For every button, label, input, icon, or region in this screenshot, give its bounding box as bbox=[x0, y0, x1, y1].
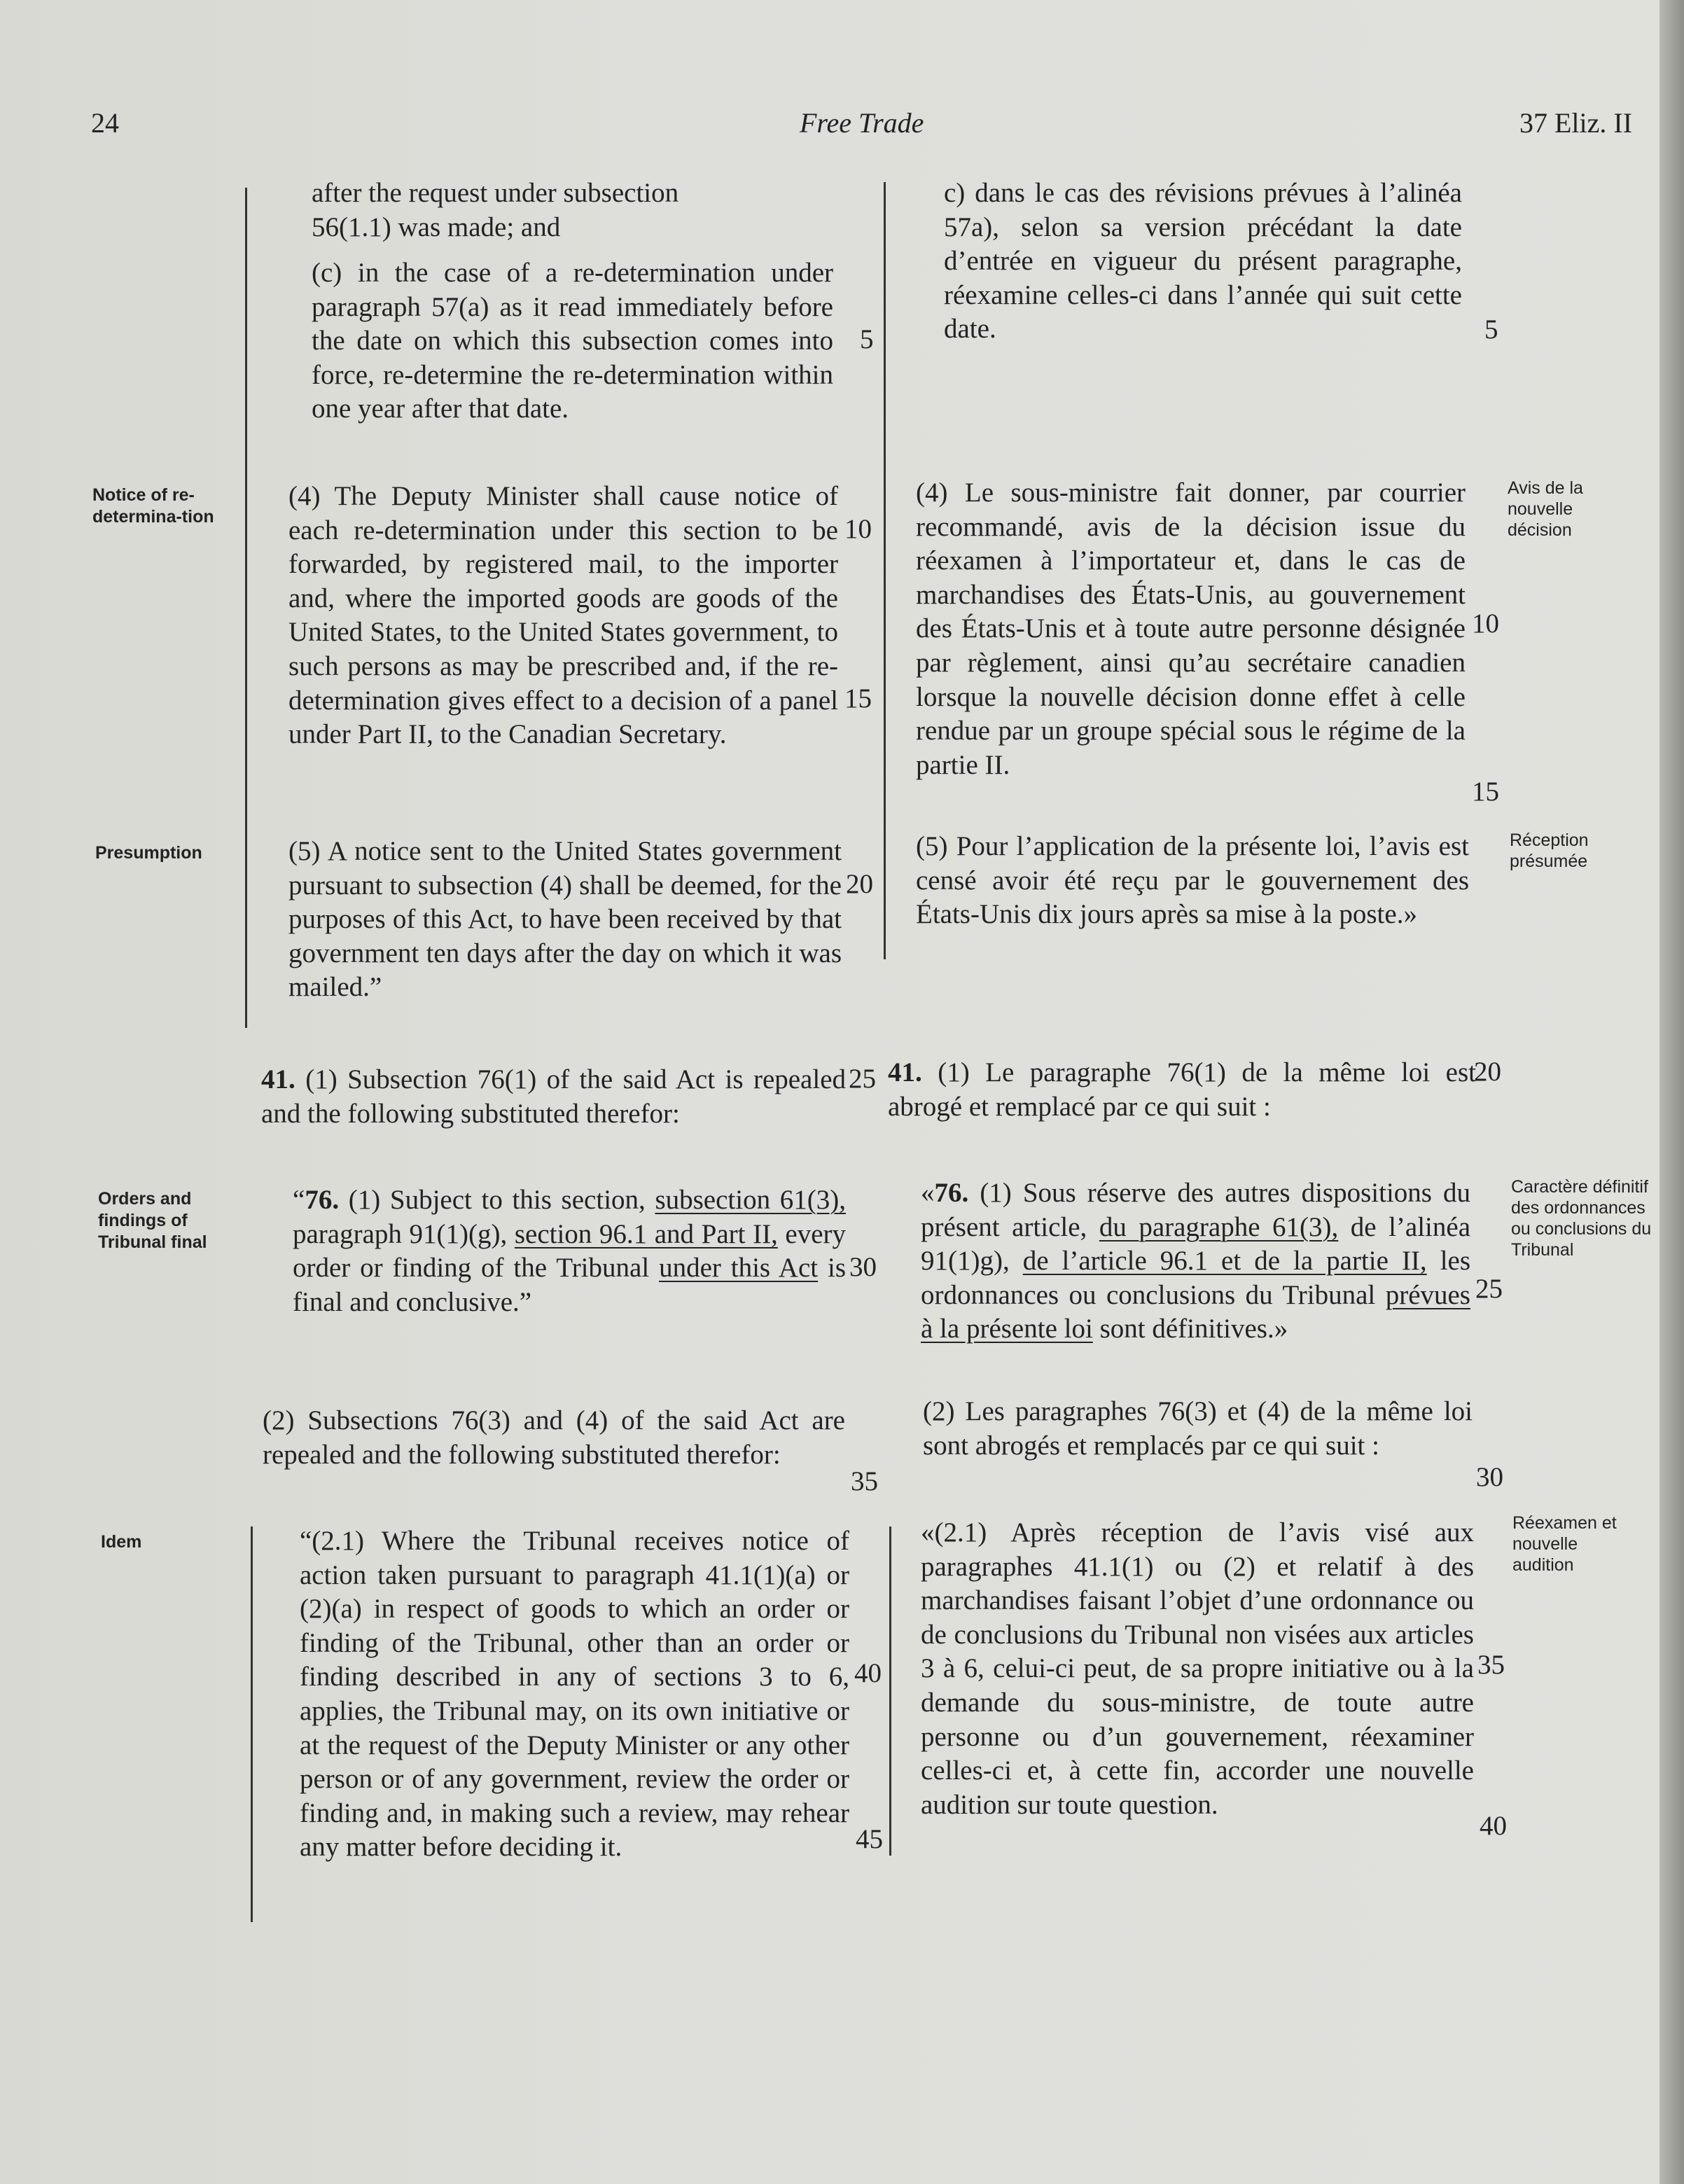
en-para-4: (4) The Deputy Minister shall cause notice of each re-determination under this section to be forwarded, by registered mail, to the importer and, where the imported goods are goods of the United States, to the United States government, to such persons as may be prescribed and, if the re-determination gives effect to a decision of a panel under Part II, to the Canadian Secretary. bbox=[288, 481, 838, 750]
change-bar-left-1 bbox=[245, 188, 247, 1028]
fr-text-d: sont définitives.» bbox=[1099, 1314, 1288, 1344]
en-line-number-5: 5 bbox=[860, 324, 874, 354]
regnal-year: 37 Eliz. II bbox=[1519, 107, 1633, 139]
fr-para-4: (4) Le sous-ministre fait donner, par courrier recommandé, avis de la décision issue du réexamen à l’importateur et, dans le cas de marchandises des États-Unis, au gouvernement des États-Unis et à toute autre personne désignée par règlement, ainsi qu’au secrétaire canadien lorsque la nouvelle décision donne effet à celle rendue par un groupe spécial sous le régime de la partie II. bbox=[916, 478, 1466, 780]
fr-para-2-1: «(2.1) Après réception de l’avis visé aux paragraphes 41.1(1) ou (2) et relatif à des marchandises faisant l’objet d’une ordonnance ou de conclusions du Tribunal non visées aux articles 3 à 6, celui-ci peut, de sa propre initiative ou à la demande du sous-ministre, de toute autre personne ou d’un gouvernement, réexaminer celles-ci et, à cette fin, accorder une nouvelle audition sur toute question. bbox=[921, 1517, 1474, 1820]
fr-line-number-25: 25 bbox=[1475, 1274, 1503, 1304]
margin-note-idem: Idem bbox=[101, 1532, 142, 1552]
en-section-41-1 bbox=[261, 1063, 846, 1131]
en-line-number-40: 40 bbox=[854, 1658, 882, 1688]
change-bar-mid-1 bbox=[884, 182, 886, 959]
en-section-41-number: 41. bbox=[261, 1064, 295, 1094]
fr-section-76-number: 76. bbox=[934, 1178, 969, 1208]
fr-text-c: les ordonnances ou conclusions du Tribunal bbox=[921, 1246, 1471, 1310]
en-line-number-20: 20 bbox=[846, 869, 873, 899]
margin-note-orders: Orders and findings of Tribunal final bbox=[98, 1189, 207, 1252]
en-para-1-line-2: 56(1.1) was made; and bbox=[312, 212, 561, 242]
fr-line-number-40: 40 bbox=[1480, 1811, 1507, 1841]
en-line-number-25: 25 bbox=[849, 1064, 876, 1094]
fr-text-a: (1) Sous réserve des autres dispositions du présent article, bbox=[921, 1178, 1471, 1242]
fr-section-76-1 bbox=[921, 1176, 1470, 1347]
en-para-2-1: “(2.1) Where the Tribunal receives notice of action taken pursuant to paragraph 41.1(1)(a) or (2)(a) in respect of goods to which an order or finding of the Tribunal, other than an order or finding described in any of sections 3 to 6, applies, the Tribunal may, on its own initiative or at the request of the Deputy Minister or any other person or of any government, review the order or finding and, in making such a review, may rehear any matter before deciding it. bbox=[300, 1526, 849, 1863]
en-section-41-2: (2) Subsections 76(3) and (4) of the said Act are repealed and the following substituted therefor: bbox=[263, 1405, 845, 1470]
en-text-b: paragraph 91(1)(g), bbox=[293, 1218, 508, 1249]
margin-note-caractere: Caractère définitif des ordonnances ou conclusions du Tribunal bbox=[1511, 1177, 1652, 1260]
en-para-5: (5) A notice sent to the United States government pursuant to subsection (4) shall be deemed, for the purposes of this Act, to have been received by that government ten days after the day on which it was mailed.” bbox=[288, 836, 842, 1003]
margin-note-avis: Avis de la nouvelle décision bbox=[1508, 478, 1583, 540]
en-section-76-number: 76. bbox=[305, 1185, 340, 1215]
fr-para-5: (5) Pour l’application de la présente loi, l’avis est censé avoir été reçu par le gouvernement des États-Unis dix jours après sa mise à la poste.» bbox=[916, 831, 1469, 930]
change-bar-left-2 bbox=[251, 1526, 253, 1922]
fr-section-41-1 bbox=[888, 1056, 1476, 1124]
page-number: 24 bbox=[91, 107, 119, 139]
en-quote-open: “ bbox=[293, 1185, 305, 1215]
fr-line-number-5: 5 bbox=[1484, 314, 1498, 345]
fr-line-number-20: 20 bbox=[1474, 1057, 1501, 1087]
en-section-41-text: (1) Subsection 76(1) of the said Act is repealed and the following substituted therefor: bbox=[261, 1064, 847, 1129]
margin-note-reception: Réception présumée bbox=[1510, 830, 1589, 871]
fr-text-b: de l’alinéa 91(1)g), bbox=[921, 1211, 1471, 1277]
en-text-a: (1) Subject to this section, bbox=[348, 1185, 646, 1215]
en-line-number-15: 15 bbox=[844, 683, 872, 714]
en-para-1-line-1: after the request under subsection bbox=[312, 178, 679, 208]
en-line-number-10: 10 bbox=[844, 514, 872, 544]
fr-line-number-30: 30 bbox=[1476, 1462, 1503, 1492]
en-para-c: (c) in the case of a re-determination under paragraph 57(a) as it read immediately before the date on which this subsection comes into force, re-determine the re-determination within one year after that date. bbox=[312, 258, 833, 424]
en-text-c: every order or finding of the Tribunal bbox=[293, 1218, 847, 1284]
en-line-number-45: 45 bbox=[856, 1824, 883, 1854]
page-edge bbox=[1659, 0, 1684, 2184]
en-section-76-1 bbox=[293, 1183, 846, 1319]
change-bar-mid-2 bbox=[889, 1526, 891, 1856]
fr-underline-3: prévues à la présente loi bbox=[921, 1279, 1470, 1344]
en-underline-2: section 96.1 and Part II, bbox=[514, 1218, 778, 1249]
margin-note-presumption: Presumption bbox=[95, 843, 202, 863]
fr-line-number-10: 10 bbox=[1472, 608, 1499, 639]
margin-note-notice: Notice of re-determina-tion bbox=[92, 485, 214, 527]
en-text-d: is final and conclusive.” bbox=[293, 1253, 847, 1317]
fr-quote-open: « bbox=[921, 1178, 935, 1208]
en-line-number-35: 35 bbox=[851, 1466, 878, 1496]
fr-line-number-15: 15 bbox=[1472, 777, 1499, 807]
fr-line-number-35: 35 bbox=[1477, 1650, 1505, 1680]
fr-para-c: c) dans le cas des révisions prévues à l’alinéa 57a), selon sa version précédant la date d’entrée en vigueur du présent paragraphe, réexamine celles-ci dans l’année qui suit cette date. bbox=[944, 178, 1462, 345]
en-line-number-30: 30 bbox=[849, 1252, 877, 1282]
fr-section-41-number: 41. bbox=[888, 1057, 922, 1087]
running-title: Free Trade bbox=[800, 107, 924, 139]
margin-note-reexamen: Réexamen et nouvelle audition bbox=[1512, 1513, 1617, 1575]
fr-underline-2: de l’article 96.1 et de la partie II, bbox=[1022, 1246, 1427, 1277]
en-underline-1: subsection 61(3), bbox=[655, 1185, 846, 1215]
fr-section-41-text: (1) Le paragraphe 76(1) de la même loi est abrogé et remplacé par ce qui suit : bbox=[888, 1057, 1476, 1122]
fr-section-41-2: (2) Les paragraphes 76(3) et (4) de la même loi sont abrogés et remplacés par ce qui suit : bbox=[923, 1396, 1473, 1461]
fr-underline-1: du paragraphe 61(3), bbox=[1099, 1211, 1339, 1242]
en-underline-3: under this Act bbox=[659, 1253, 819, 1284]
